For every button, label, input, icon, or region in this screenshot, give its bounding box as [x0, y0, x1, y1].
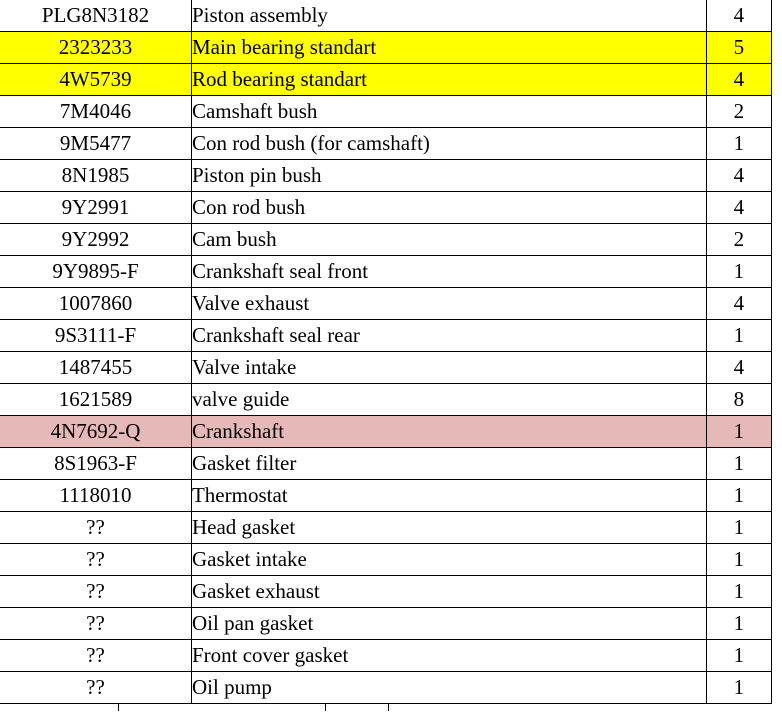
- table-row: [0, 0, 772, 32]
- table-row: [0, 96, 772, 128]
- part-code-cell: 7M4046: [0, 96, 191, 128]
- description-cell: Con rod bush (for camshaft): [191, 128, 706, 160]
- table-row: [0, 672, 772, 704]
- part-code-cell: 2323233: [0, 32, 191, 64]
- description-cell: Valve exhaust: [191, 288, 706, 320]
- description-cell: Valve intake: [191, 352, 706, 384]
- table-row: [0, 64, 772, 96]
- quantity-cell: 1: [706, 544, 771, 576]
- table-row: [0, 352, 772, 384]
- quantity-cell: 1: [706, 256, 771, 288]
- description-cell: Rod bearing standart: [191, 64, 706, 96]
- part-code-cell: 1487455: [0, 352, 191, 384]
- next-row-borders: [0, 703, 782, 711]
- part-code-cell: 4N7692-Q: [0, 416, 191, 448]
- quantity-cell: 8: [706, 384, 771, 416]
- part-code-cell: 9M5477: [0, 128, 191, 160]
- description-cell: Camshaft bush: [191, 96, 706, 128]
- quantity-cell: 1: [706, 672, 771, 704]
- description-cell: valve guide: [191, 384, 706, 416]
- part-code-cell: 8S1963-F: [0, 448, 191, 480]
- next-row-divider: [325, 703, 326, 711]
- part-code-cell: ??: [0, 640, 191, 672]
- quantity-cell: 1: [706, 608, 771, 640]
- description-cell: Cam bush: [191, 224, 706, 256]
- quantity-cell: 1: [706, 640, 771, 672]
- table-row: [0, 160, 772, 192]
- description-cell: Crankshaft: [191, 416, 706, 448]
- quantity-cell: 4: [706, 288, 771, 320]
- table-row: [0, 416, 772, 448]
- description-cell: Gasket filter: [191, 448, 706, 480]
- quantity-cell: 4: [706, 192, 771, 224]
- part-code-cell: ??: [0, 544, 191, 576]
- quantity-cell: 4: [706, 352, 771, 384]
- table-row: [0, 640, 772, 672]
- table-row: [0, 256, 772, 288]
- table-row: [0, 544, 772, 576]
- table-row: [0, 288, 772, 320]
- quantity-cell: 4: [706, 160, 771, 192]
- part-code-cell: 1007860: [0, 288, 191, 320]
- description-cell: Crankshaft seal rear: [191, 320, 706, 352]
- part-code-cell: ??: [0, 672, 191, 704]
- part-code-cell: ??: [0, 576, 191, 608]
- description-cell: Oil pan gasket: [191, 608, 706, 640]
- description-cell: Main bearing standart: [191, 32, 706, 64]
- description-cell: Head gasket: [191, 512, 706, 544]
- part-code-cell: 1621589: [0, 384, 191, 416]
- quantity-cell: 2: [706, 96, 771, 128]
- description-cell: Piston assembly: [191, 0, 706, 32]
- table-row: [0, 448, 772, 480]
- part-code-cell: 8N1985: [0, 160, 191, 192]
- table-row: [0, 128, 772, 160]
- description-cell: Gasket intake: [191, 544, 706, 576]
- part-code-cell: 1118010: [0, 480, 191, 512]
- description-cell: Piston pin bush: [191, 160, 706, 192]
- table-row: [0, 224, 772, 256]
- next-row-divider: [388, 703, 389, 711]
- part-code-cell: 9Y9895-F: [0, 256, 191, 288]
- quantity-cell: 1: [706, 512, 771, 544]
- description-cell: Con rod bush: [191, 192, 706, 224]
- quantity-cell: 4: [706, 0, 771, 32]
- quantity-cell: 5: [706, 32, 771, 64]
- table-row: [0, 576, 772, 608]
- quantity-cell: 1: [706, 576, 771, 608]
- table-row: [0, 512, 772, 544]
- quantity-cell: 1: [706, 320, 771, 352]
- description-cell: Crankshaft seal front: [191, 256, 706, 288]
- table-row: [0, 192, 772, 224]
- description-cell: Front cover gasket: [191, 640, 706, 672]
- table-row: [0, 320, 772, 352]
- part-code-cell: PLG8N3182: [0, 0, 191, 32]
- quantity-cell: 1: [706, 416, 771, 448]
- quantity-cell: 1: [706, 480, 771, 512]
- table-row: [0, 32, 772, 64]
- quantity-cell: 1: [706, 128, 771, 160]
- table-row: [0, 608, 772, 640]
- next-row-divider: [118, 703, 119, 711]
- table-row: [0, 480, 772, 512]
- part-code-cell: 9S3111-F: [0, 320, 191, 352]
- quantity-cell: 2: [706, 224, 771, 256]
- description-cell: Gasket exhaust: [191, 576, 706, 608]
- table-row: [0, 384, 772, 416]
- description-cell: Thermostat: [191, 480, 706, 512]
- part-code-cell: 9Y2991: [0, 192, 191, 224]
- part-code-cell: 4W5739: [0, 64, 191, 96]
- description-cell: Oil pump: [191, 672, 706, 704]
- part-code-cell: 9Y2992: [0, 224, 191, 256]
- part-code-cell: ??: [0, 512, 191, 544]
- quantity-cell: 4: [706, 64, 771, 96]
- part-code-cell: ??: [0, 608, 191, 640]
- quantity-cell: 1: [706, 448, 771, 480]
